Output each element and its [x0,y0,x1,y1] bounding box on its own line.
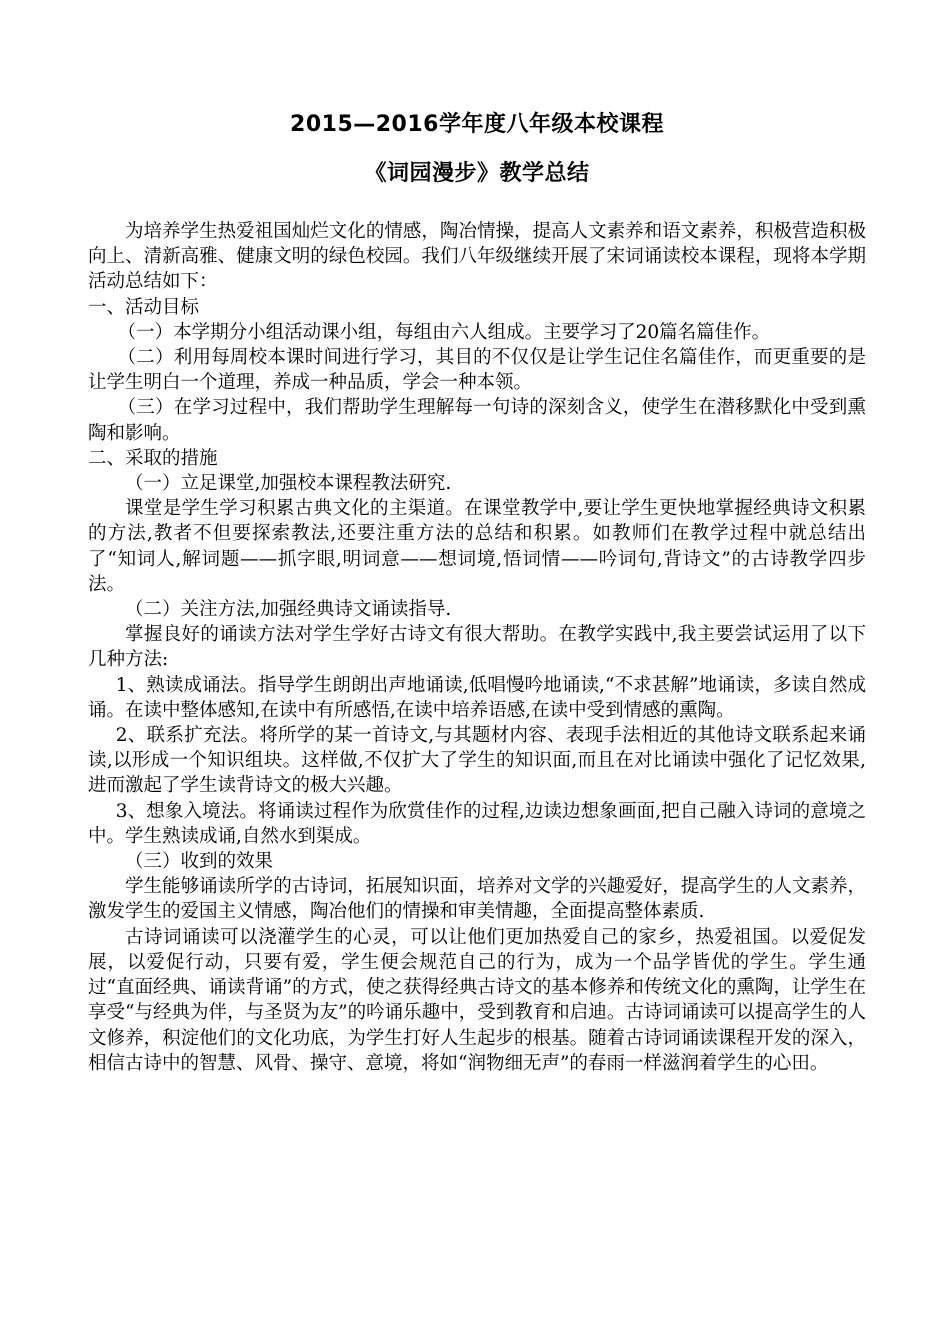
method-item-1: 1、熟读成诵法。指导学生朗朗出声地诵读,低唱慢吟地诵读,“不求甚解”地诵读，多读自然成诵。在读中整体感知,在读中有所感悟,在读中培养语感,在读中受到情感的熏陶。 [88,674,866,721]
section2-sub3-text2: 古诗词诵读可以浇灌学生的心灵，可以让他们更加热爱自己的家乡，热爱祖国。以爱促发展，以爱促行动，只要有爱，学生便会规范自己的行为，成为一个品学皆优的学生。学生通过“直面经典、诵读背诵”的方式，使之获得经典古诗文的基本修养和传统文化的熏陶，让学生在享受“与经典为伴，与圣贤为友”的吟诵乐趣中，受到教育和启迪。古诗词诵读可以提高学生的人文修养，积淀他们的文化功底，为学生打好人生起步的根基。随着古诗词诵读课程开发的深入，相信古诗中的智慧、风骨、操守、意境，将如“润物细无声”的春雨一样滋润着学生的心田。 [88,926,866,1074]
document-title-line2: 《词园漫步》教学总结 [364,161,590,186]
document-title-line1: 2015—2016学年度八年级本校课程 [290,112,664,137]
section2-heading: 二、采取的措施 [88,447,218,469]
intro-paragraph: 为培养学生热爱祖国灿烂文化的情感，陶冶情操，提高人文素养和语文素养，积极营造积极向上、清新高雅、健康文明的绿色校园。我们八年级继续开展了宋词诵读校本课程，现将本学期活动总结如下： [88,221,866,293]
section1-item-3: （三）在学习过程中，我们帮助学生理解每一句诗的深刻含义，使学生在潜移默化中受到熏陶和影响。 [88,397,866,444]
document-body [88,219,866,1076]
section2-sub2-heading: （二）关注方法,加强经典诗文诵读指导. [125,599,452,621]
section2-sub1-heading: （一）立足课堂,加强校本课程教法研究. [125,473,452,495]
method-item-2: 2、联系扩充法。将所学的某一首诗文,与其题材内容、表现手法相近的其他诗文联系起来诵读,以形成一个知识组块。这样做,不仅扩大了学生的知识面,而且在对比诵读中强化了记忆效果,进而激起了学生读背诗文的极大兴趣。 [88,725,866,797]
section2-sub3-text1: 学生能够诵读所学的古诗词，拓展知识面，培养对文学的兴趣爱好，提高学生的人文素养，激发学生的爱国主义情感，陶冶他们的情操和审美情趣，全面提高整体素质. [88,876,866,923]
method-item-3: 3、想象入境法。将诵读过程作为欣赏佳作的过程,边读边想象画面,把自己融入诗词的意境之中。学生熟读成诵,自然水到渠成。 [88,800,866,847]
section2-sub3-heading: （三）收到的效果 [125,851,274,873]
section2-sub1-text: 课堂是学生学习积累古典文化的主渠道。在课堂教学中,要让学生更快地掌握经典诗文积累的方法,教者不但要探索教法,还要注重方法的总结和积累。如教师们在教学过程中就总结出了“知词人,解词题——抓字眼,明词意——想词境,悟词情——吟词句,背诗文”的古诗教学四步法。 [88,498,866,595]
section1-heading: 一、活动目标 [88,296,200,318]
section2-sub2-text: 掌握良好的诵读方法对学生学好古诗文有很大帮助。在教学实践中,我主要尝试运用了以下几种方法: [88,624,866,671]
section1-item-2: （二）利用每周校本课时间进行学习，其目的不仅仅是让学生记住名篇佳作，而更重要的是让学生明白一个道理，养成一种品质，学会一种本领。 [88,347,866,394]
document-page [88,108,866,1076]
section1-item-1: （一）本学期分小组活动课小组，每组由六人组成。主要学习了20篇名篇佳作。 [117,321,771,343]
